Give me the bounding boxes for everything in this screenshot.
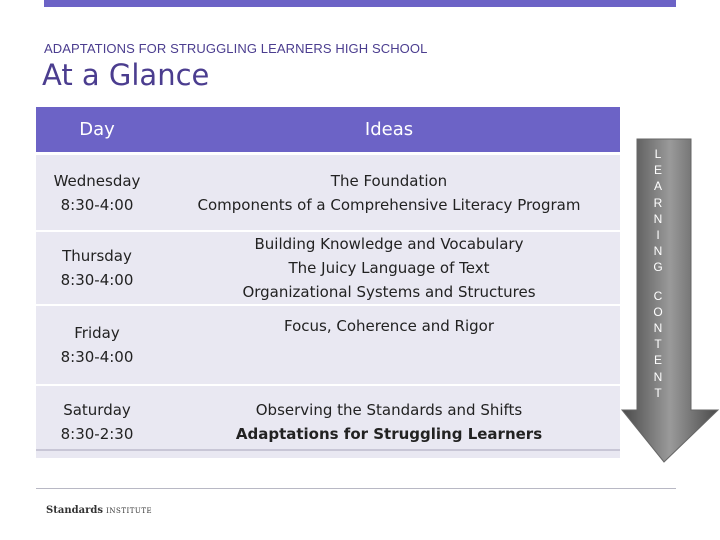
header-ideas: Ideas	[158, 107, 620, 154]
day-name: Thursday	[62, 247, 132, 265]
day-time: 8:30-4:00	[60, 348, 134, 366]
arrow-letter: T	[654, 385, 662, 400]
day-cell	[36, 231, 158, 305]
logo-small-text: INSTITUTE	[106, 507, 153, 515]
arrow-word-learning	[640, 146, 676, 276]
arrow-letter: N	[653, 211, 663, 226]
idea-line: The Foundation	[330, 171, 448, 190]
ideas-cell	[158, 231, 620, 305]
idea-line: Focus, Coherence and Rigor	[283, 317, 495, 335]
table-row	[36, 305, 620, 385]
idea-line-bold: Adaptations for Struggling Learners	[235, 425, 543, 443]
slide-title: At a Glance	[42, 58, 210, 92]
top-accent-bar	[44, 0, 676, 7]
arrow-letter: R	[653, 195, 663, 210]
idea-line: The Juicy Language of Text	[288, 259, 490, 277]
arrow-letter: N	[653, 369, 663, 384]
ideas-cell	[158, 385, 620, 458]
table-row	[36, 385, 620, 458]
day-time: 8:30-2:30	[60, 425, 134, 443]
idea-line: Organizational Systems and Structures	[242, 283, 536, 301]
arrow-letter: N	[653, 244, 663, 259]
day-cell	[36, 385, 158, 458]
logo-bold-text: Standards	[46, 505, 103, 516]
standards-institute-logo	[46, 505, 152, 516]
footer-divider	[36, 488, 676, 489]
schedule-table	[36, 107, 620, 458]
arrow-letter: O	[653, 304, 663, 319]
day-time: 8:30-4:00	[60, 195, 134, 214]
idea-line: Observing the Standards and Shifts	[255, 401, 523, 419]
arrow-letter: E	[653, 163, 662, 178]
arrow-word-content	[640, 288, 676, 401]
arrow-letter: A	[653, 179, 662, 194]
arrow-letter: C	[653, 288, 663, 303]
arrow-letter: I	[656, 228, 660, 243]
idea-line: Building Knowledge and Vocabulary	[254, 235, 524, 253]
table-bottom-border	[36, 449, 620, 451]
table-row	[36, 231, 620, 305]
day-cell	[36, 154, 158, 232]
arrow-letter: G	[653, 260, 663, 275]
arrow-letter: E	[653, 353, 662, 368]
header-day: Day	[36, 107, 158, 154]
table-header-row	[36, 107, 620, 154]
day-name: Wednesday	[53, 171, 141, 190]
day-cell	[36, 305, 158, 385]
day-time: 8:30-4:00	[60, 271, 134, 289]
arrow-label	[640, 146, 676, 401]
idea-line: Components of a Comprehensive Literacy Program	[197, 195, 581, 214]
arrow-letter: N	[653, 321, 663, 336]
slide-subtitle: ADAPTATIONS FOR STRUGGLING LEARNERS HIGH SCHOOL	[44, 41, 428, 56]
day-name: Saturday	[63, 401, 131, 419]
day-name: Friday	[74, 324, 120, 342]
table-row	[36, 154, 620, 232]
arrow-letter: L	[654, 147, 662, 161]
arrow-letter: T	[654, 337, 662, 352]
ideas-cell	[158, 154, 620, 232]
ideas-cell	[158, 305, 620, 385]
